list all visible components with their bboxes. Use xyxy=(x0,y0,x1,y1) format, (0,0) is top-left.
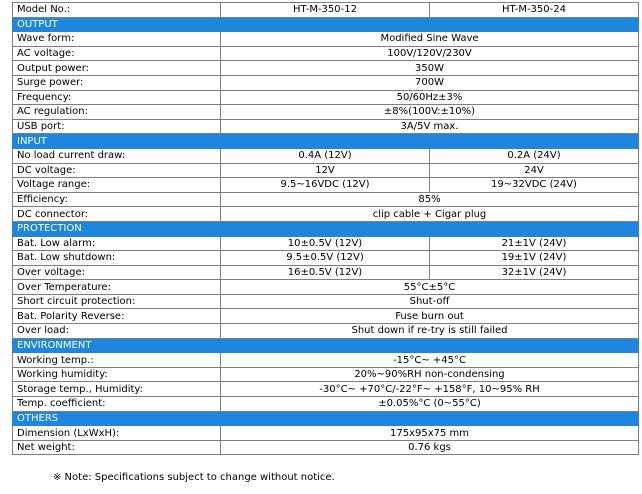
spec-value-24v: 24V xyxy=(430,163,639,178)
spec-row xyxy=(13,382,639,397)
spec-value: 50/60Hz±3% xyxy=(221,90,639,105)
spec-value-24v: 0.2A (24V) xyxy=(430,148,639,163)
spec-row xyxy=(13,236,639,251)
spec-row xyxy=(13,426,639,441)
spec-value-24v: 19±1V (24V) xyxy=(430,251,639,266)
spec-label: Output power: xyxy=(13,61,221,76)
spec-row xyxy=(13,105,639,120)
model-24v: HT-M-350-24 xyxy=(430,3,639,18)
section-title: INPUT xyxy=(13,134,639,149)
spec-value: clip cable + Cigar plug xyxy=(221,207,639,222)
spec-value-24v: 32±1V (24V) xyxy=(430,265,639,280)
spec-value: Modified Sine Wave xyxy=(221,32,639,47)
spec-row xyxy=(13,75,639,90)
section-header-others xyxy=(13,411,639,426)
spec-value-12v: 12V xyxy=(221,163,430,178)
spec-label: Wave form: xyxy=(13,32,221,47)
spec-label: Temp. coefficient: xyxy=(13,397,221,412)
section-title: ENVIRONMENT xyxy=(13,338,639,353)
spec-value: -15°C~ +45°C xyxy=(221,353,639,368)
spec-label: Over Temperature: xyxy=(13,280,221,295)
spec-value: Fuse burn out xyxy=(221,309,639,324)
spec-label: Voltage range: xyxy=(13,178,221,193)
spec-label: Surge power: xyxy=(13,75,221,90)
spec-label: AC regulation: xyxy=(13,105,221,120)
spec-row xyxy=(13,251,639,266)
spec-label: USB port: xyxy=(13,119,221,134)
spec-table-container xyxy=(12,2,638,455)
spec-row xyxy=(13,367,639,382)
section-title: OUTPUT xyxy=(13,17,639,32)
section-header-output xyxy=(13,17,639,32)
spec-label: DC connector: xyxy=(13,207,221,222)
spec-label: Short circuit protection: xyxy=(13,294,221,309)
spec-value: Shut-off xyxy=(221,294,639,309)
spec-label: Over load: xyxy=(13,324,221,339)
spec-value: 20%~90%RH non-condensing xyxy=(221,367,639,382)
spec-value: ±8%(100V:±10%) xyxy=(221,105,639,120)
spec-row xyxy=(13,207,639,222)
spec-table-body xyxy=(13,3,639,455)
header-row xyxy=(13,3,639,18)
spec-row xyxy=(13,61,639,76)
spec-row xyxy=(13,192,639,207)
model-12v: HT-M-350-12 xyxy=(221,3,430,18)
spec-value: 700W xyxy=(221,75,639,90)
spec-row xyxy=(13,324,639,339)
spec-value-12v: 16±0.5V (12V) xyxy=(221,265,430,280)
spec-label: Storage temp., Humidity: xyxy=(13,382,221,397)
spec-label: Dimension (LxWxH): xyxy=(13,426,221,441)
spec-label: Over voltage: xyxy=(13,265,221,280)
spec-row xyxy=(13,353,639,368)
section-header-input xyxy=(13,134,639,149)
spec-value: ±0.05%°C (0~55°C) xyxy=(221,397,639,412)
spec-row xyxy=(13,309,639,324)
spec-value-12v: 10±0.5V (12V) xyxy=(221,236,430,251)
spec-row xyxy=(13,163,639,178)
spec-row xyxy=(13,46,639,61)
spec-value: 0.76 kgs xyxy=(221,440,639,455)
spec-label: DC voltage: xyxy=(13,163,221,178)
section-title: OTHERS xyxy=(13,411,639,426)
spec-value: Shut down if re-try is still failed xyxy=(221,324,639,339)
spec-label: AC voltage: xyxy=(13,46,221,61)
spec-label: Bat. Low alarm: xyxy=(13,236,221,251)
spec-label: Bat. Polarity Reverse: xyxy=(13,309,221,324)
spec-row xyxy=(13,280,639,295)
section-title: PROTECTION xyxy=(13,221,639,236)
spec-label: Working humidity: xyxy=(13,367,221,382)
spec-value: 100V/120V/230V xyxy=(221,46,639,61)
spec-row xyxy=(13,119,639,134)
spec-value: 85% xyxy=(221,192,639,207)
spec-table xyxy=(12,2,639,455)
footnote: ※ Note: Specifications subject to change without notice. xyxy=(53,472,335,483)
section-header-protection xyxy=(13,221,639,236)
section-header-environment xyxy=(13,338,639,353)
spec-value-24v: 19~32VDC (24V) xyxy=(430,178,639,193)
spec-value: 3A/5V max. xyxy=(221,119,639,134)
spec-label: Bat. Low shutdown: xyxy=(13,251,221,266)
spec-label: Working temp.: xyxy=(13,353,221,368)
spec-value-24v: 21±1V (24V) xyxy=(430,236,639,251)
spec-row xyxy=(13,148,639,163)
spec-row xyxy=(13,397,639,412)
spec-row xyxy=(13,265,639,280)
spec-value: 175x95x75 mm xyxy=(221,426,639,441)
spec-value-12v: 0.4A (12V) xyxy=(221,148,430,163)
spec-row xyxy=(13,294,639,309)
spec-row xyxy=(13,440,639,455)
spec-row xyxy=(13,90,639,105)
spec-label: No load current draw: xyxy=(13,148,221,163)
spec-row xyxy=(13,32,639,47)
model-label: Model No.: xyxy=(13,3,221,18)
spec-value: 350W xyxy=(221,61,639,76)
spec-value: 55°C±5°C xyxy=(221,280,639,295)
spec-row xyxy=(13,178,639,193)
spec-label: Net weight: xyxy=(13,440,221,455)
spec-value-12v: 9.5±0.5V (12V) xyxy=(221,251,430,266)
spec-label: Efficiency: xyxy=(13,192,221,207)
spec-value-12v: 9.5~16VDC (12V) xyxy=(221,178,430,193)
spec-label: Frequency: xyxy=(13,90,221,105)
spec-value: -30°C~ +70°C/-22°F~ +158°F, 10~95% RH xyxy=(221,382,639,397)
